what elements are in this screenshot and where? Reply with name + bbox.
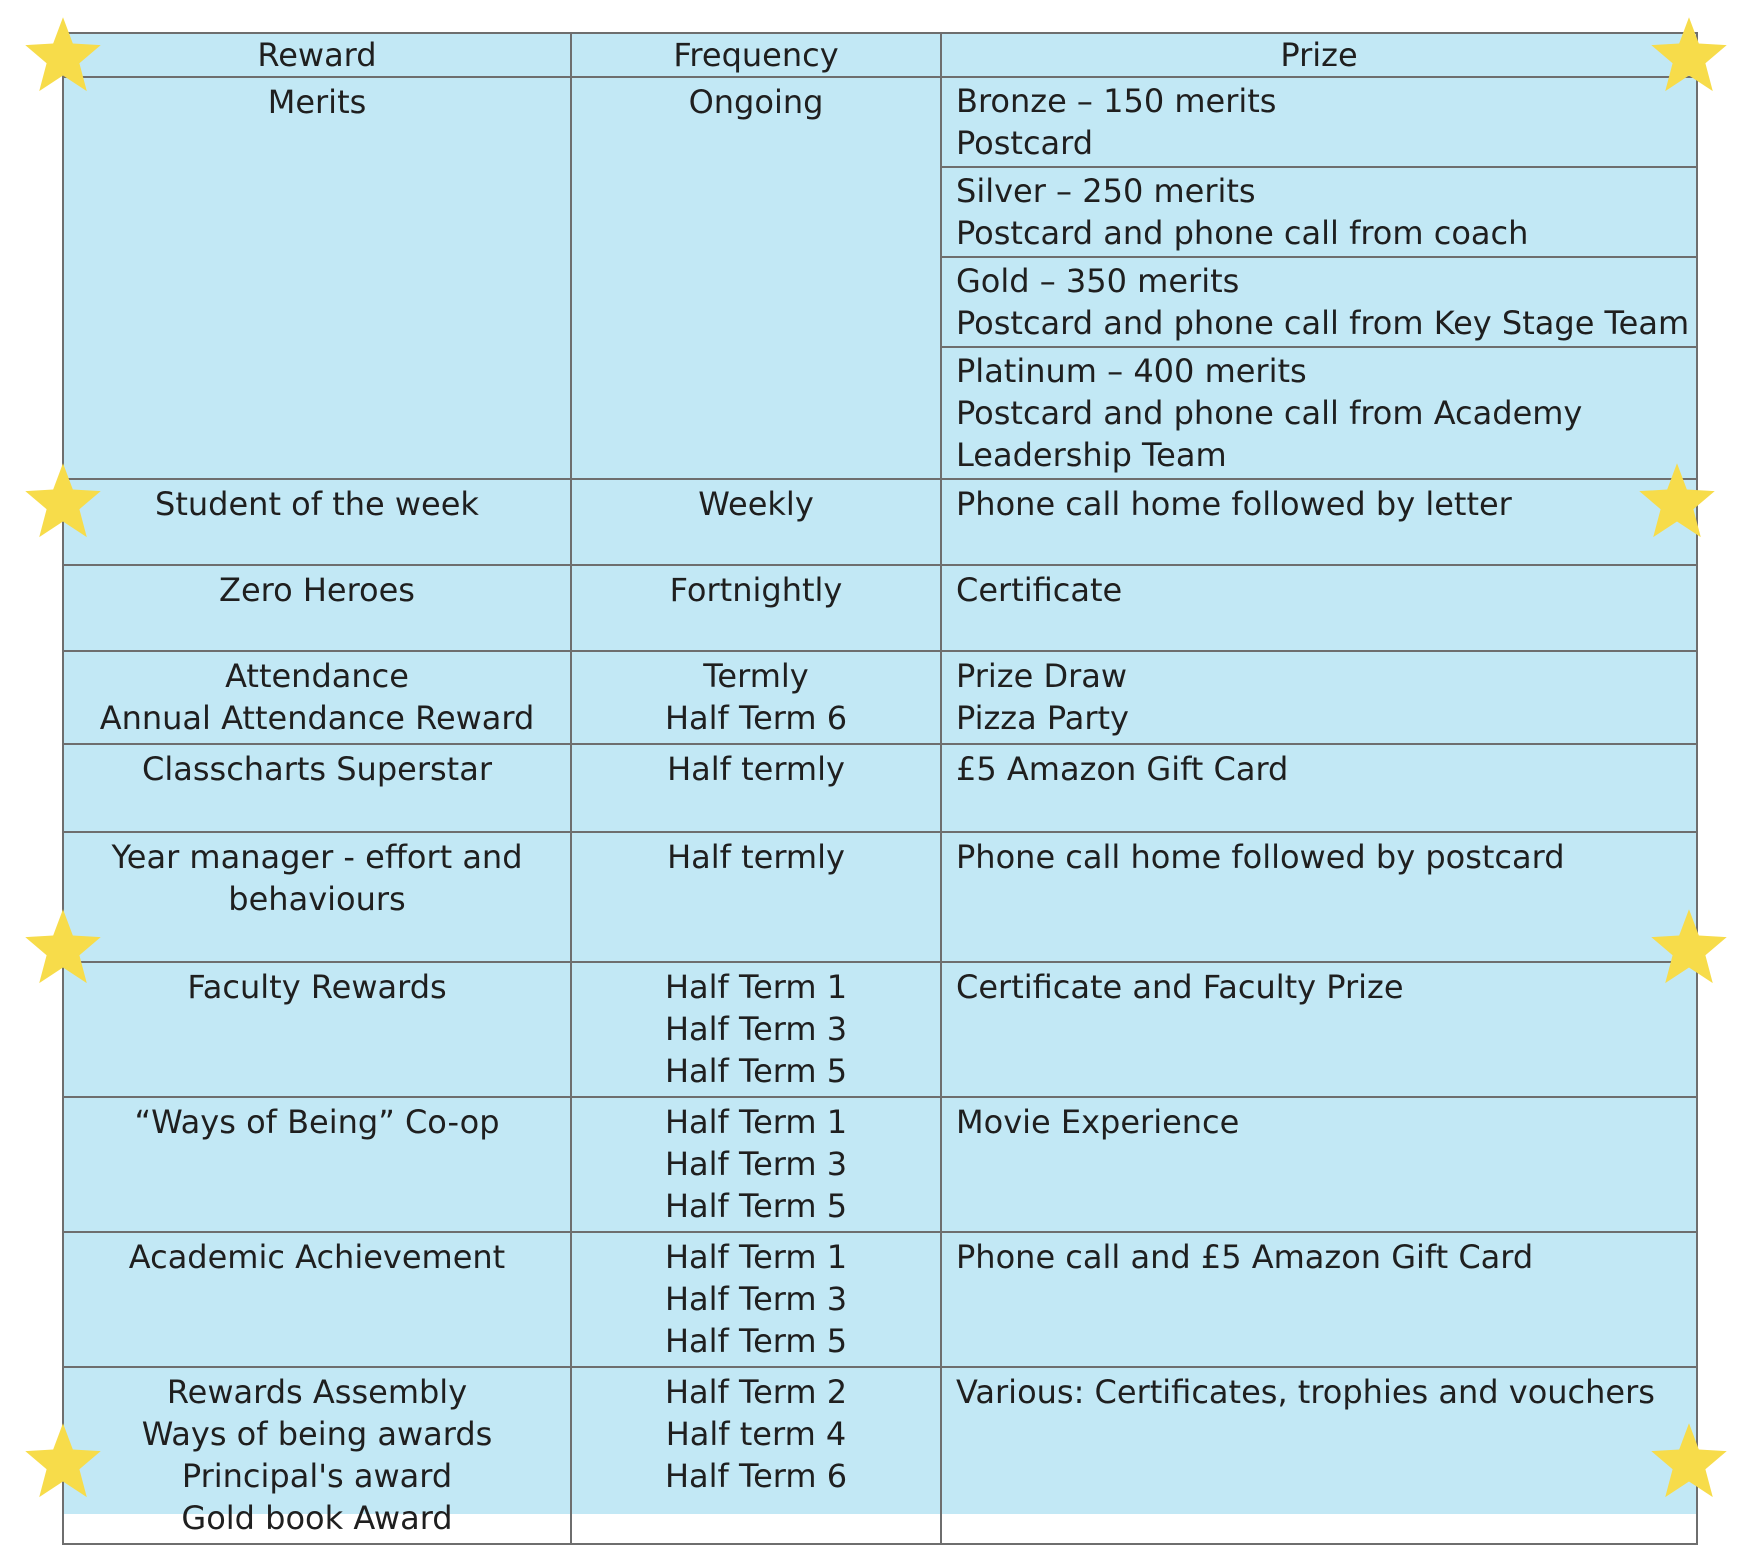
reward-cell — [63, 744, 571, 832]
table-row — [63, 962, 1697, 1097]
reward-line: Gold book Award — [181, 1499, 453, 1537]
reward-line: Annual Attendance Reward — [99, 699, 535, 737]
prize-line: £5 Amazon Gift Card — [956, 750, 1289, 788]
frequency-line: Half term 4 — [665, 1415, 847, 1453]
table-row — [63, 565, 1697, 651]
merit-tier-gold — [941, 257, 1697, 347]
table-row — [63, 479, 1697, 565]
table-row — [63, 1232, 1697, 1367]
prize-line: Phone call and £5 Amazon Gift Card — [956, 1238, 1534, 1276]
reward-line: Academic Achievement — [128, 1238, 506, 1276]
merits-reward: Merits — [63, 77, 571, 479]
merits-row — [63, 77, 1697, 167]
frequency-cell — [571, 651, 941, 744]
header-reward: Reward — [63, 33, 571, 77]
reward-line: Rewards Assembly — [166, 1373, 468, 1411]
frequency-cell — [571, 1232, 941, 1367]
star-icon — [1636, 460, 1718, 542]
reward-line: Attendance — [225, 657, 409, 695]
tier-prize: Postcard and phone call from Key Stage Team — [956, 304, 1690, 342]
header-frequency: Frequency — [571, 33, 941, 77]
tier-title: Silver – 250 merits — [956, 172, 1256, 210]
tier-prize: Postcard and phone call from Academy Leadership Team — [956, 394, 1583, 474]
tier-title: Platinum – 400 merits — [956, 352, 1307, 390]
star-icon — [22, 1420, 104, 1502]
prize-line: Certificate — [956, 571, 1123, 609]
reward-cell — [63, 962, 571, 1097]
merit-tier-bronze — [941, 77, 1697, 167]
prize-cell — [941, 651, 1697, 744]
tier-title: Bronze – 150 merits — [956, 82, 1277, 120]
reward-line: Classcharts Superstar — [142, 750, 492, 788]
reward-line: Principal's award — [181, 1457, 453, 1495]
frequency-line: Half Term 1 — [664, 968, 848, 1006]
reward-cell — [63, 1097, 571, 1232]
frequency-cell — [571, 479, 941, 565]
frequency-cell — [571, 962, 941, 1097]
prize-line: Pizza Party — [956, 699, 1129, 737]
frequency-line: Half Term 3 — [664, 1280, 848, 1318]
prize-cell — [941, 962, 1697, 1097]
merit-tier-platinum — [941, 347, 1697, 479]
header-prize: Prize — [941, 33, 1697, 77]
frequency-line: Half Term 3 — [664, 1145, 848, 1183]
prize-cell — [941, 479, 1697, 565]
reward-line: Ways of being awards — [141, 1415, 493, 1453]
table-row — [63, 1367, 1697, 1544]
frequency-line: Half termly — [667, 750, 845, 788]
frequency-line: Termly — [703, 657, 809, 695]
star-icon — [1648, 1420, 1730, 1502]
frequency-cell — [571, 832, 941, 962]
frequency-line: Half Term 6 — [664, 699, 848, 737]
prize-line: Certificate and Faculty Prize — [956, 968, 1404, 1006]
prize-cell — [941, 565, 1697, 651]
prize-line: Prize Draw — [956, 657, 1128, 695]
prize-line: Movie Experience — [956, 1103, 1240, 1141]
reward-line: Faculty Rewards — [187, 968, 447, 1006]
prize-cell — [941, 1367, 1697, 1544]
frequency-line: Fortnightly — [669, 571, 843, 609]
merits-frequency: Ongoing — [571, 77, 941, 479]
frequency-cell — [571, 744, 941, 832]
prize-line: Various: Certificates, trophies and vouchers — [956, 1373, 1655, 1411]
reward-line: Student of the week — [155, 485, 479, 523]
star-icon — [22, 14, 104, 96]
prize-cell — [941, 744, 1697, 832]
reward-cell — [63, 1367, 571, 1544]
frequency-line: Half Term 1 — [664, 1103, 848, 1141]
frequency-line: Half Term 6 — [664, 1457, 848, 1495]
reward-line: behaviours — [228, 880, 406, 918]
reward-cell — [63, 651, 571, 744]
rewards-table — [62, 32, 1698, 1545]
prize-line: Phone call home followed by letter — [956, 485, 1512, 523]
star-icon — [1648, 906, 1730, 988]
tier-prize: Postcard and phone call from coach — [956, 214, 1529, 252]
table-row — [63, 651, 1697, 744]
frequency-line: Half termly — [667, 838, 845, 876]
frequency-cell — [571, 1097, 941, 1232]
star-icon — [1648, 14, 1730, 96]
reward-cell — [63, 1232, 571, 1367]
frequency-line: Half Term 1 — [664, 1238, 848, 1276]
frequency-line: Weekly — [698, 485, 814, 523]
frequency-line: Half Term 2 — [664, 1373, 848, 1411]
reward-cell — [63, 479, 571, 565]
tier-title: Gold – 350 merits — [956, 262, 1240, 300]
merit-tier-silver — [941, 167, 1697, 257]
table-row — [63, 832, 1697, 962]
frequency-line: Half Term 5 — [664, 1322, 848, 1360]
reward-cell — [63, 832, 571, 962]
frequency-line: Half Term 5 — [664, 1187, 848, 1225]
reward-line: Zero Heroes — [219, 571, 415, 609]
prize-cell — [941, 1097, 1697, 1232]
table-row — [63, 1097, 1697, 1232]
reward-line: “Ways of Being” Co-op — [134, 1103, 500, 1141]
frequency-cell — [571, 565, 941, 651]
frequency-line: Half Term 3 — [664, 1010, 848, 1048]
reward-cell — [63, 565, 571, 651]
table-row — [63, 744, 1697, 832]
tier-prize: Postcard — [956, 124, 1094, 162]
frequency-line: Half Term 5 — [664, 1052, 848, 1090]
prize-cell — [941, 1232, 1697, 1367]
header-row — [63, 33, 1697, 77]
star-icon — [22, 906, 104, 988]
star-icon — [22, 460, 104, 542]
frequency-cell — [571, 1367, 941, 1544]
prize-line: Phone call home followed by postcard — [956, 838, 1565, 876]
prize-cell — [941, 832, 1697, 962]
reward-line: Year manager - effort and — [111, 838, 523, 876]
